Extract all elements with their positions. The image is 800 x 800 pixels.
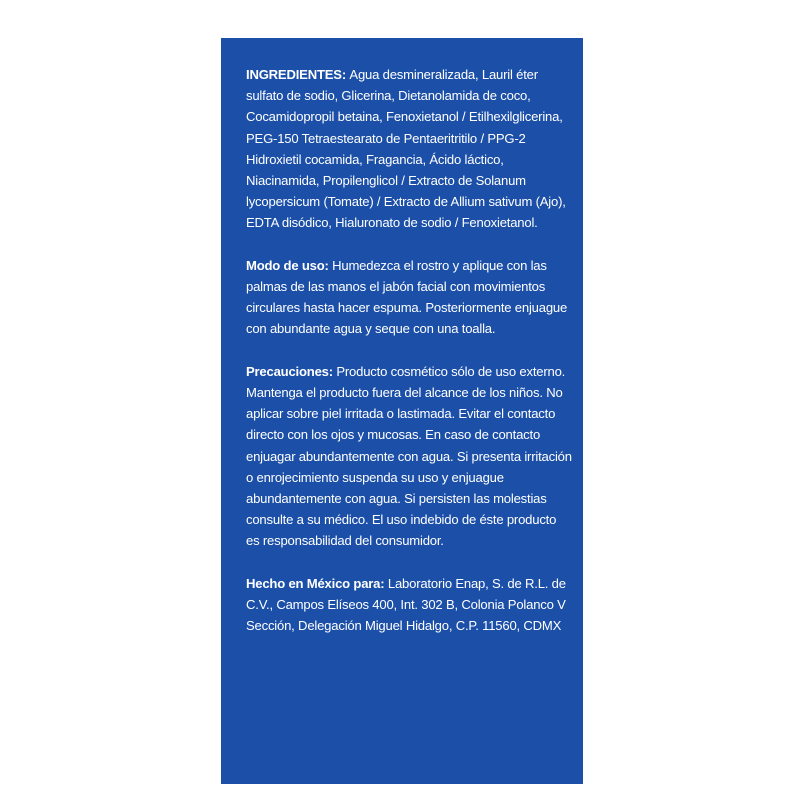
usage-label: Modo de uso: xyxy=(246,257,333,273)
product-label-panel xyxy=(221,38,583,784)
usage-text: Humedezca el rostro y aplique con las palmas de las manos el jabón facial con movimientos circulares hasta hacer espuma. Posteriormente enjuague con abundante agua y seque con una toalla. xyxy=(246,257,568,337)
precautions-label: Precauciones: xyxy=(246,363,337,379)
ingredients-label: INGREDIENTES: xyxy=(246,67,350,82)
manufacturer-text: Laboratorio Enap, S. de R.L. de C.V., Campos Elíseos 400, Int. 302 B, Colonia Polanco V Sección, Delegación Miguel Hidalgo, C.P. 11560, CDMX xyxy=(246,575,566,634)
manufacturer-label: Hecho en México para: xyxy=(246,575,388,591)
ingredients-section xyxy=(246,64,573,234)
manufacturer-section xyxy=(246,573,573,637)
precautions-text: Producto cosmético sólo de uso externo. Mantenga el producto fuera del alcance de los niños. No aplicar sobre piel irritada o lastimada. Evitar el contacto directo con los ojos y mucosas. En caso de contacto enjuagar abundantemente con agua. Si presenta irritación o enrojecimiento suspenda su uso y enjuague abundantemente con agua. Si persisten las molestias consulte a su médico. El uso indebido de éste producto es responsabilidad del consumidor. xyxy=(246,363,572,549)
ingredients-text: Agua desmineralizada, Lauril éter sulfato de sodio, Glicerina, Dietanolamida de coco, Cocamidopropil betaina, Fenoxietanol / Etilhexilglicerina, PEG-150 Tetraestearato de Pentaeritritilo / PPG-2 Hidroxietil cocamida, Fragancia, Ácido láctico, Niacinamida, Propilenglicol / Extracto de Solanum lycopersicum (Tomate) / Extracto de Allium sativum (Ajo), EDTA disódico, Hialuronato de sodio / Fenoxietanol. xyxy=(246,67,566,231)
precautions-section xyxy=(246,361,573,552)
usage-section xyxy=(246,255,573,340)
